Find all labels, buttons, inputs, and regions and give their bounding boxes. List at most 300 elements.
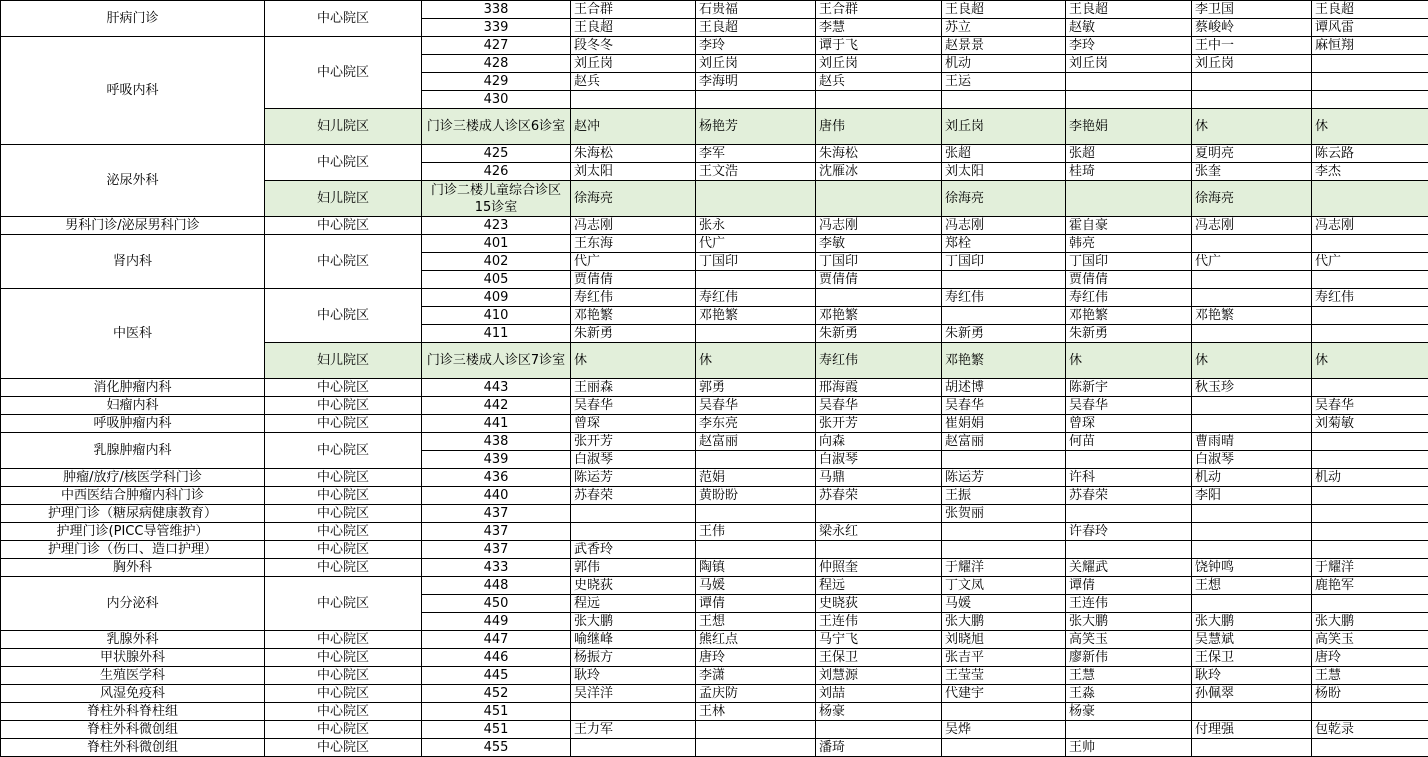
doctor-cell: 史晓荻 <box>816 595 942 613</box>
doctor-cell: 朱新勇 <box>1066 325 1192 343</box>
doctor-cell: 沈雁冰 <box>816 163 942 181</box>
doctor-cell: 代建宇 <box>942 685 1066 703</box>
doctor-cell <box>942 523 1066 541</box>
doctor-cell <box>942 451 1066 469</box>
doctor-cell: 王想 <box>696 613 816 631</box>
room-number: 429 <box>422 73 571 91</box>
doctor-cell: 苏立 <box>942 19 1066 37</box>
doctor-cell <box>1312 703 1428 721</box>
doctor-cell: 李玲 <box>1066 37 1192 55</box>
table-row <box>1 487 1428 505</box>
doctor-cell: 邓艳繁 <box>816 307 942 325</box>
room-number: 门诊三楼成人诊区6诊室 <box>422 109 571 145</box>
doctor-cell: 廖新伟 <box>1066 649 1192 667</box>
campus-area: 中心院区 <box>265 37 422 109</box>
room-number: 436 <box>422 469 571 487</box>
room-number: 452 <box>422 685 571 703</box>
doctor-cell: 白淑琴 <box>571 451 696 469</box>
doctor-cell <box>1312 487 1428 505</box>
doctor-cell: 代广 <box>696 235 816 253</box>
doctor-cell: 陶镇 <box>696 559 816 577</box>
doctor-cell: 休 <box>1192 343 1312 379</box>
room-number: 433 <box>422 559 571 577</box>
doctor-cell: 代广 <box>1192 253 1312 271</box>
doctor-cell <box>816 289 942 307</box>
doctor-cell: 杨艳芳 <box>696 109 816 145</box>
department-name: 护理门诊(PICC导管维护） <box>1 523 265 541</box>
table-row <box>1 145 1428 163</box>
doctor-cell: 刘丘岗 <box>571 55 696 73</box>
doctor-cell: 郭勇 <box>696 379 816 397</box>
room-number: 339 <box>422 19 571 37</box>
doctor-cell: 于耀洋 <box>942 559 1066 577</box>
doctor-cell: 黄盼盼 <box>696 487 816 505</box>
doctor-cell: 王中一 <box>1192 37 1312 55</box>
doctor-cell: 赵兵 <box>816 73 942 91</box>
department-name: 护理门诊（糖尿病健康教育） <box>1 505 265 523</box>
doctor-cell: 陈运芳 <box>942 469 1066 487</box>
doctor-cell: 段冬冬 <box>571 37 696 55</box>
room-number: 402 <box>422 253 571 271</box>
doctor-cell: 霍自豪 <box>1066 217 1192 235</box>
table-row <box>1 541 1428 559</box>
table-row <box>1 739 1428 757</box>
doctor-cell <box>1066 541 1192 559</box>
department-name: 脊柱外科微创组 <box>1 739 265 757</box>
doctor-cell: 刘喆 <box>816 685 942 703</box>
doctor-cell <box>1192 397 1312 415</box>
doctor-cell: 刘慧源 <box>816 667 942 685</box>
table-row <box>1 577 1428 595</box>
doctor-cell: 丁国印 <box>696 253 816 271</box>
doctor-cell: 赵兵 <box>571 73 696 91</box>
doctor-cell <box>1192 415 1312 433</box>
doctor-cell: 寿红伟 <box>1066 289 1192 307</box>
doctor-cell: 王林 <box>696 703 816 721</box>
doctor-cell: 武香玲 <box>571 541 696 559</box>
campus-area: 中心院区 <box>265 685 422 703</box>
doctor-cell: 王良超 <box>571 19 696 37</box>
doctor-cell: 李潇 <box>696 667 816 685</box>
doctor-cell <box>1192 235 1312 253</box>
doctor-cell: 杨盼 <box>1312 685 1428 703</box>
doctor-cell: 包乾录 <box>1312 721 1428 739</box>
doctor-cell: 贾倩倩 <box>571 271 696 289</box>
doctor-cell: 王振 <box>942 487 1066 505</box>
doctor-cell: 张大鹏 <box>1066 613 1192 631</box>
doctor-cell: 谭倩 <box>696 595 816 613</box>
doctor-cell: 王力军 <box>571 721 696 739</box>
doctor-cell: 张超 <box>1066 145 1192 163</box>
doctor-cell <box>571 91 696 109</box>
campus-area: 妇儿院区 <box>265 109 422 145</box>
doctor-cell <box>942 739 1066 757</box>
department-name: 消化肿瘤内科 <box>1 379 265 397</box>
room-number: 450 <box>422 595 571 613</box>
campus-area: 中心院区 <box>265 1 422 37</box>
room-number: 443 <box>422 379 571 397</box>
doctor-cell: 张吉平 <box>942 649 1066 667</box>
department-name: 甲状腺外科 <box>1 649 265 667</box>
campus-area: 中心院区 <box>265 289 422 343</box>
department-name: 脊柱外科微创组 <box>1 721 265 739</box>
doctor-cell: 许春玲 <box>1066 523 1192 541</box>
doctor-cell: 孟庆防 <box>696 685 816 703</box>
table-row <box>1 1 1428 19</box>
doctor-cell <box>696 721 816 739</box>
doctor-cell: 王慧 <box>1066 667 1192 685</box>
doctor-cell: 机动 <box>1192 469 1312 487</box>
doctor-cell <box>1312 325 1428 343</box>
campus-area: 中心院区 <box>265 667 422 685</box>
doctor-cell: 向森 <box>816 433 942 451</box>
doctor-cell <box>1312 739 1428 757</box>
doctor-cell: 吴春华 <box>1066 397 1192 415</box>
doctor-cell <box>1312 451 1428 469</box>
table-row <box>1 433 1428 451</box>
doctor-cell: 寿红伟 <box>942 289 1066 307</box>
room-number: 425 <box>422 145 571 163</box>
doctor-cell <box>696 541 816 559</box>
department-name: 内分泌科 <box>1 577 265 631</box>
table-row <box>1 505 1428 523</box>
table-row <box>1 685 1428 703</box>
doctor-cell: 桂琦 <box>1066 163 1192 181</box>
campus-area: 中心院区 <box>265 235 422 289</box>
doctor-cell: 谭风雷 <box>1312 19 1428 37</box>
department-name: 胸外科 <box>1 559 265 577</box>
doctor-cell: 高笑玉 <box>1312 631 1428 649</box>
doctor-cell: 潘琦 <box>816 739 942 757</box>
doctor-cell: 王良超 <box>1312 1 1428 19</box>
doctor-cell <box>1192 505 1312 523</box>
room-number: 446 <box>422 649 571 667</box>
doctor-cell: 冯志刚 <box>1192 217 1312 235</box>
doctor-cell: 李卫国 <box>1192 1 1312 19</box>
doctor-cell: 白淑琴 <box>1192 451 1312 469</box>
doctor-cell: 耿玲 <box>1192 667 1312 685</box>
room-number: 门诊二楼儿童综合诊区15诊室 <box>422 181 571 217</box>
doctor-cell <box>816 505 942 523</box>
table-row <box>1 289 1428 307</box>
doctor-cell <box>1066 721 1192 739</box>
doctor-cell <box>1312 595 1428 613</box>
doctor-cell: 邓艳繁 <box>942 343 1066 379</box>
doctor-cell <box>1066 181 1192 217</box>
doctor-cell: 仲照奎 <box>816 559 942 577</box>
doctor-cell: 刘丘岗 <box>1066 55 1192 73</box>
doctor-cell: 徐海亮 <box>942 181 1066 217</box>
doctor-cell: 刘丘岗 <box>696 55 816 73</box>
doctor-cell <box>1192 271 1312 289</box>
doctor-cell: 许科 <box>1066 469 1192 487</box>
doctor-cell: 马媛 <box>942 595 1066 613</box>
department-name: 护理门诊（伤口、造口护理） <box>1 541 265 559</box>
doctor-cell: 何苗 <box>1066 433 1192 451</box>
table-row <box>1 397 1428 415</box>
doctor-cell: 杨豪 <box>1066 703 1192 721</box>
doctor-cell: 朱新勇 <box>942 325 1066 343</box>
table-row <box>1 703 1428 721</box>
doctor-cell: 张大鹏 <box>1312 613 1428 631</box>
doctor-cell: 陈运芳 <box>571 469 696 487</box>
doctor-cell: 吴春华 <box>942 397 1066 415</box>
doctor-cell: 陈新宇 <box>1066 379 1192 397</box>
doctor-cell: 耿玲 <box>571 667 696 685</box>
room-number: 445 <box>422 667 571 685</box>
doctor-cell <box>1312 541 1428 559</box>
doctor-cell <box>1312 73 1428 91</box>
doctor-cell <box>942 703 1066 721</box>
doctor-cell: 王保卫 <box>816 649 942 667</box>
doctor-cell <box>1192 325 1312 343</box>
campus-area: 中心院区 <box>265 541 422 559</box>
doctor-cell: 付理强 <box>1192 721 1312 739</box>
table-row <box>1 217 1428 235</box>
doctor-cell <box>1312 181 1428 217</box>
schedule-body <box>1 1 1428 757</box>
doctor-cell: 程远 <box>816 577 942 595</box>
campus-area: 中心院区 <box>265 397 422 415</box>
campus-area: 中心院区 <box>265 217 422 235</box>
doctor-cell: 冯志刚 <box>942 217 1066 235</box>
doctor-cell: 马鼎 <box>816 469 942 487</box>
table-row <box>1 469 1428 487</box>
doctor-cell: 刘丘岗 <box>942 109 1066 145</box>
doctor-cell: 张奎 <box>1192 163 1312 181</box>
doctor-cell: 吴慧斌 <box>1192 631 1312 649</box>
doctor-cell: 唐玲 <box>1312 649 1428 667</box>
doctor-cell: 王莹莹 <box>942 667 1066 685</box>
doctor-cell <box>942 307 1066 325</box>
doctor-cell: 陈云路 <box>1312 145 1428 163</box>
doctor-cell: 吴春华 <box>696 397 816 415</box>
campus-area: 中心院区 <box>265 505 422 523</box>
doctor-cell: 唐伟 <box>816 109 942 145</box>
doctor-cell <box>1312 235 1428 253</box>
doctor-cell: 张开芳 <box>571 433 696 451</box>
doctor-cell: 徐海亮 <box>1192 181 1312 217</box>
room-number: 451 <box>422 703 571 721</box>
doctor-cell: 于耀洋 <box>1312 559 1428 577</box>
doctor-cell: 邓艳繁 <box>1192 307 1312 325</box>
doctor-cell: 邓艳繁 <box>696 307 816 325</box>
doctor-cell: 喻继峰 <box>571 631 696 649</box>
doctor-cell: 韩亮 <box>1066 235 1192 253</box>
doctor-cell <box>1312 523 1428 541</box>
room-number: 409 <box>422 289 571 307</box>
doctor-cell: 丁国印 <box>942 253 1066 271</box>
room-number: 426 <box>422 163 571 181</box>
doctor-cell: 李东亮 <box>696 415 816 433</box>
doctor-cell <box>816 541 942 559</box>
room-number: 410 <box>422 307 571 325</box>
campus-area: 中心院区 <box>265 433 422 469</box>
doctor-cell <box>1192 595 1312 613</box>
doctor-cell: 朱海松 <box>816 145 942 163</box>
room-number: 430 <box>422 91 571 109</box>
doctor-cell: 寿红伟 <box>1312 289 1428 307</box>
room-number: 440 <box>422 487 571 505</box>
doctor-cell: 王慧 <box>1312 667 1428 685</box>
table-row <box>1 379 1428 397</box>
doctor-cell <box>1192 703 1312 721</box>
doctor-cell <box>1192 541 1312 559</box>
doctor-cell: 朱新勇 <box>816 325 942 343</box>
doctor-cell <box>1312 433 1428 451</box>
doctor-cell: 石贵福 <box>696 1 816 19</box>
room-number: 437 <box>422 523 571 541</box>
doctor-cell: 吴春华 <box>1312 397 1428 415</box>
doctor-cell: 寿红伟 <box>571 289 696 307</box>
doctor-cell: 张大鹏 <box>1192 613 1312 631</box>
doctor-cell: 张大鹏 <box>571 613 696 631</box>
table-row <box>1 523 1428 541</box>
campus-area: 中心院区 <box>265 469 422 487</box>
doctor-cell: 李艳娟 <box>1066 109 1192 145</box>
doctor-cell <box>696 739 816 757</box>
doctor-cell: 曹雨晴 <box>1192 433 1312 451</box>
room-number: 447 <box>422 631 571 649</box>
doctor-cell: 代广 <box>571 253 696 271</box>
department-name: 呼吸肿瘤内科 <box>1 415 265 433</box>
room-number: 338 <box>422 1 571 19</box>
doctor-cell: 张大鹏 <box>942 613 1066 631</box>
campus-area: 中心院区 <box>265 415 422 433</box>
doctor-cell: 唐玲 <box>696 649 816 667</box>
doctor-cell: 王运 <box>942 73 1066 91</box>
doctor-cell: 鹿艳军 <box>1312 577 1428 595</box>
doctor-cell: 冯志刚 <box>816 217 942 235</box>
doctor-cell: 李敏 <box>816 235 942 253</box>
doctor-cell <box>696 505 816 523</box>
doctor-cell: 王连伟 <box>1066 595 1192 613</box>
doctor-cell: 王合群 <box>571 1 696 19</box>
table-row <box>1 667 1428 685</box>
doctor-cell: 邓艳繁 <box>1066 307 1192 325</box>
doctor-cell: 王帅 <box>1066 739 1192 757</box>
doctor-cell <box>816 721 942 739</box>
doctor-cell <box>1312 271 1428 289</box>
table-row <box>1 415 1428 433</box>
doctor-cell: 马媛 <box>696 577 816 595</box>
doctor-cell: 张永 <box>696 217 816 235</box>
doctor-cell: 蔡峻岭 <box>1192 19 1312 37</box>
department-name: 妇瘤内科 <box>1 397 265 415</box>
doctor-cell: 王想 <box>1192 577 1312 595</box>
room-number: 439 <box>422 451 571 469</box>
doctor-cell: 饶钟鸣 <box>1192 559 1312 577</box>
doctor-cell: 吴洋洋 <box>571 685 696 703</box>
doctor-cell <box>1192 739 1312 757</box>
doctor-cell: 谭于飞 <box>816 37 942 55</box>
doctor-cell: 李慧 <box>816 19 942 37</box>
room-number: 455 <box>422 739 571 757</box>
doctor-cell: 徐海亮 <box>571 181 696 217</box>
campus-area: 中心院区 <box>265 523 422 541</box>
doctor-cell: 刘晓旭 <box>942 631 1066 649</box>
campus-area: 中心院区 <box>265 487 422 505</box>
doctor-cell <box>696 181 816 217</box>
doctor-cell: 范娟 <box>696 469 816 487</box>
department-name: 生殖医学科 <box>1 667 265 685</box>
room-number: 437 <box>422 541 571 559</box>
doctor-cell <box>571 505 696 523</box>
doctor-cell: 郑栓 <box>942 235 1066 253</box>
doctor-cell <box>1066 73 1192 91</box>
room-number: 438 <box>422 433 571 451</box>
room-number: 401 <box>422 235 571 253</box>
doctor-cell: 孙佩翠 <box>1192 685 1312 703</box>
doctor-cell <box>942 271 1066 289</box>
campus-area: 中心院区 <box>265 721 422 739</box>
doctor-cell: 苏春荣 <box>571 487 696 505</box>
doctor-cell: 马宁飞 <box>816 631 942 649</box>
doctor-cell: 谭倩 <box>1066 577 1192 595</box>
doctor-cell: 杨豪 <box>816 703 942 721</box>
doctor-cell: 休 <box>571 343 696 379</box>
doctor-cell: 赵富丽 <box>942 433 1066 451</box>
doctor-cell: 崔娟娟 <box>942 415 1066 433</box>
doctor-cell: 曾琛 <box>571 415 696 433</box>
doctor-cell: 李玲 <box>696 37 816 55</box>
doctor-cell: 李海明 <box>696 73 816 91</box>
department-name: 脊柱外科脊柱组 <box>1 703 265 721</box>
doctor-cell: 王伟 <box>696 523 816 541</box>
room-number: 405 <box>422 271 571 289</box>
doctor-cell: 休 <box>1312 343 1428 379</box>
department-name: 泌尿外科 <box>1 145 265 217</box>
doctor-cell: 王淼 <box>1066 685 1192 703</box>
doctor-cell <box>1312 307 1428 325</box>
doctor-cell <box>816 91 942 109</box>
department-name: 呼吸内科 <box>1 37 265 145</box>
doctor-cell: 冯志刚 <box>571 217 696 235</box>
doctor-cell: 休 <box>1066 343 1192 379</box>
doctor-cell: 赵敏 <box>1066 19 1192 37</box>
doctor-cell: 胡述博 <box>942 379 1066 397</box>
department-name: 肾内科 <box>1 235 265 289</box>
table-row <box>1 649 1428 667</box>
department-name: 中西医结合肿瘤内科门诊 <box>1 487 265 505</box>
doctor-cell: 代广 <box>1312 253 1428 271</box>
doctor-cell: 朱新勇 <box>571 325 696 343</box>
doctor-cell: 休 <box>696 343 816 379</box>
table-row <box>1 37 1428 55</box>
doctor-cell: 贾倩倩 <box>816 271 942 289</box>
table-row <box>1 559 1428 577</box>
doctor-cell: 寿红伟 <box>816 343 942 379</box>
doctor-cell: 赵景景 <box>942 37 1066 55</box>
room-number: 442 <box>422 397 571 415</box>
doctor-cell: 刘丘岗 <box>1192 55 1312 73</box>
doctor-cell: 秋玉珍 <box>1192 379 1312 397</box>
campus-area: 妇儿院区 <box>265 181 422 217</box>
doctor-cell: 刘菊敏 <box>1312 415 1428 433</box>
room-number: 门诊三楼成人诊区7诊室 <box>422 343 571 379</box>
doctor-cell <box>1312 91 1428 109</box>
table-row <box>1 721 1428 739</box>
department-name: 中医科 <box>1 289 265 379</box>
doctor-cell: 王良超 <box>942 1 1066 19</box>
table-row <box>1 235 1428 253</box>
doctor-cell: 王东海 <box>571 235 696 253</box>
doctor-cell <box>696 325 816 343</box>
doctor-cell: 梁永红 <box>816 523 942 541</box>
doctor-cell: 丁国印 <box>1066 253 1192 271</box>
department-name: 肝病门诊 <box>1 1 265 37</box>
department-name: 肿瘤/放疗/核医学科门诊 <box>1 469 265 487</box>
